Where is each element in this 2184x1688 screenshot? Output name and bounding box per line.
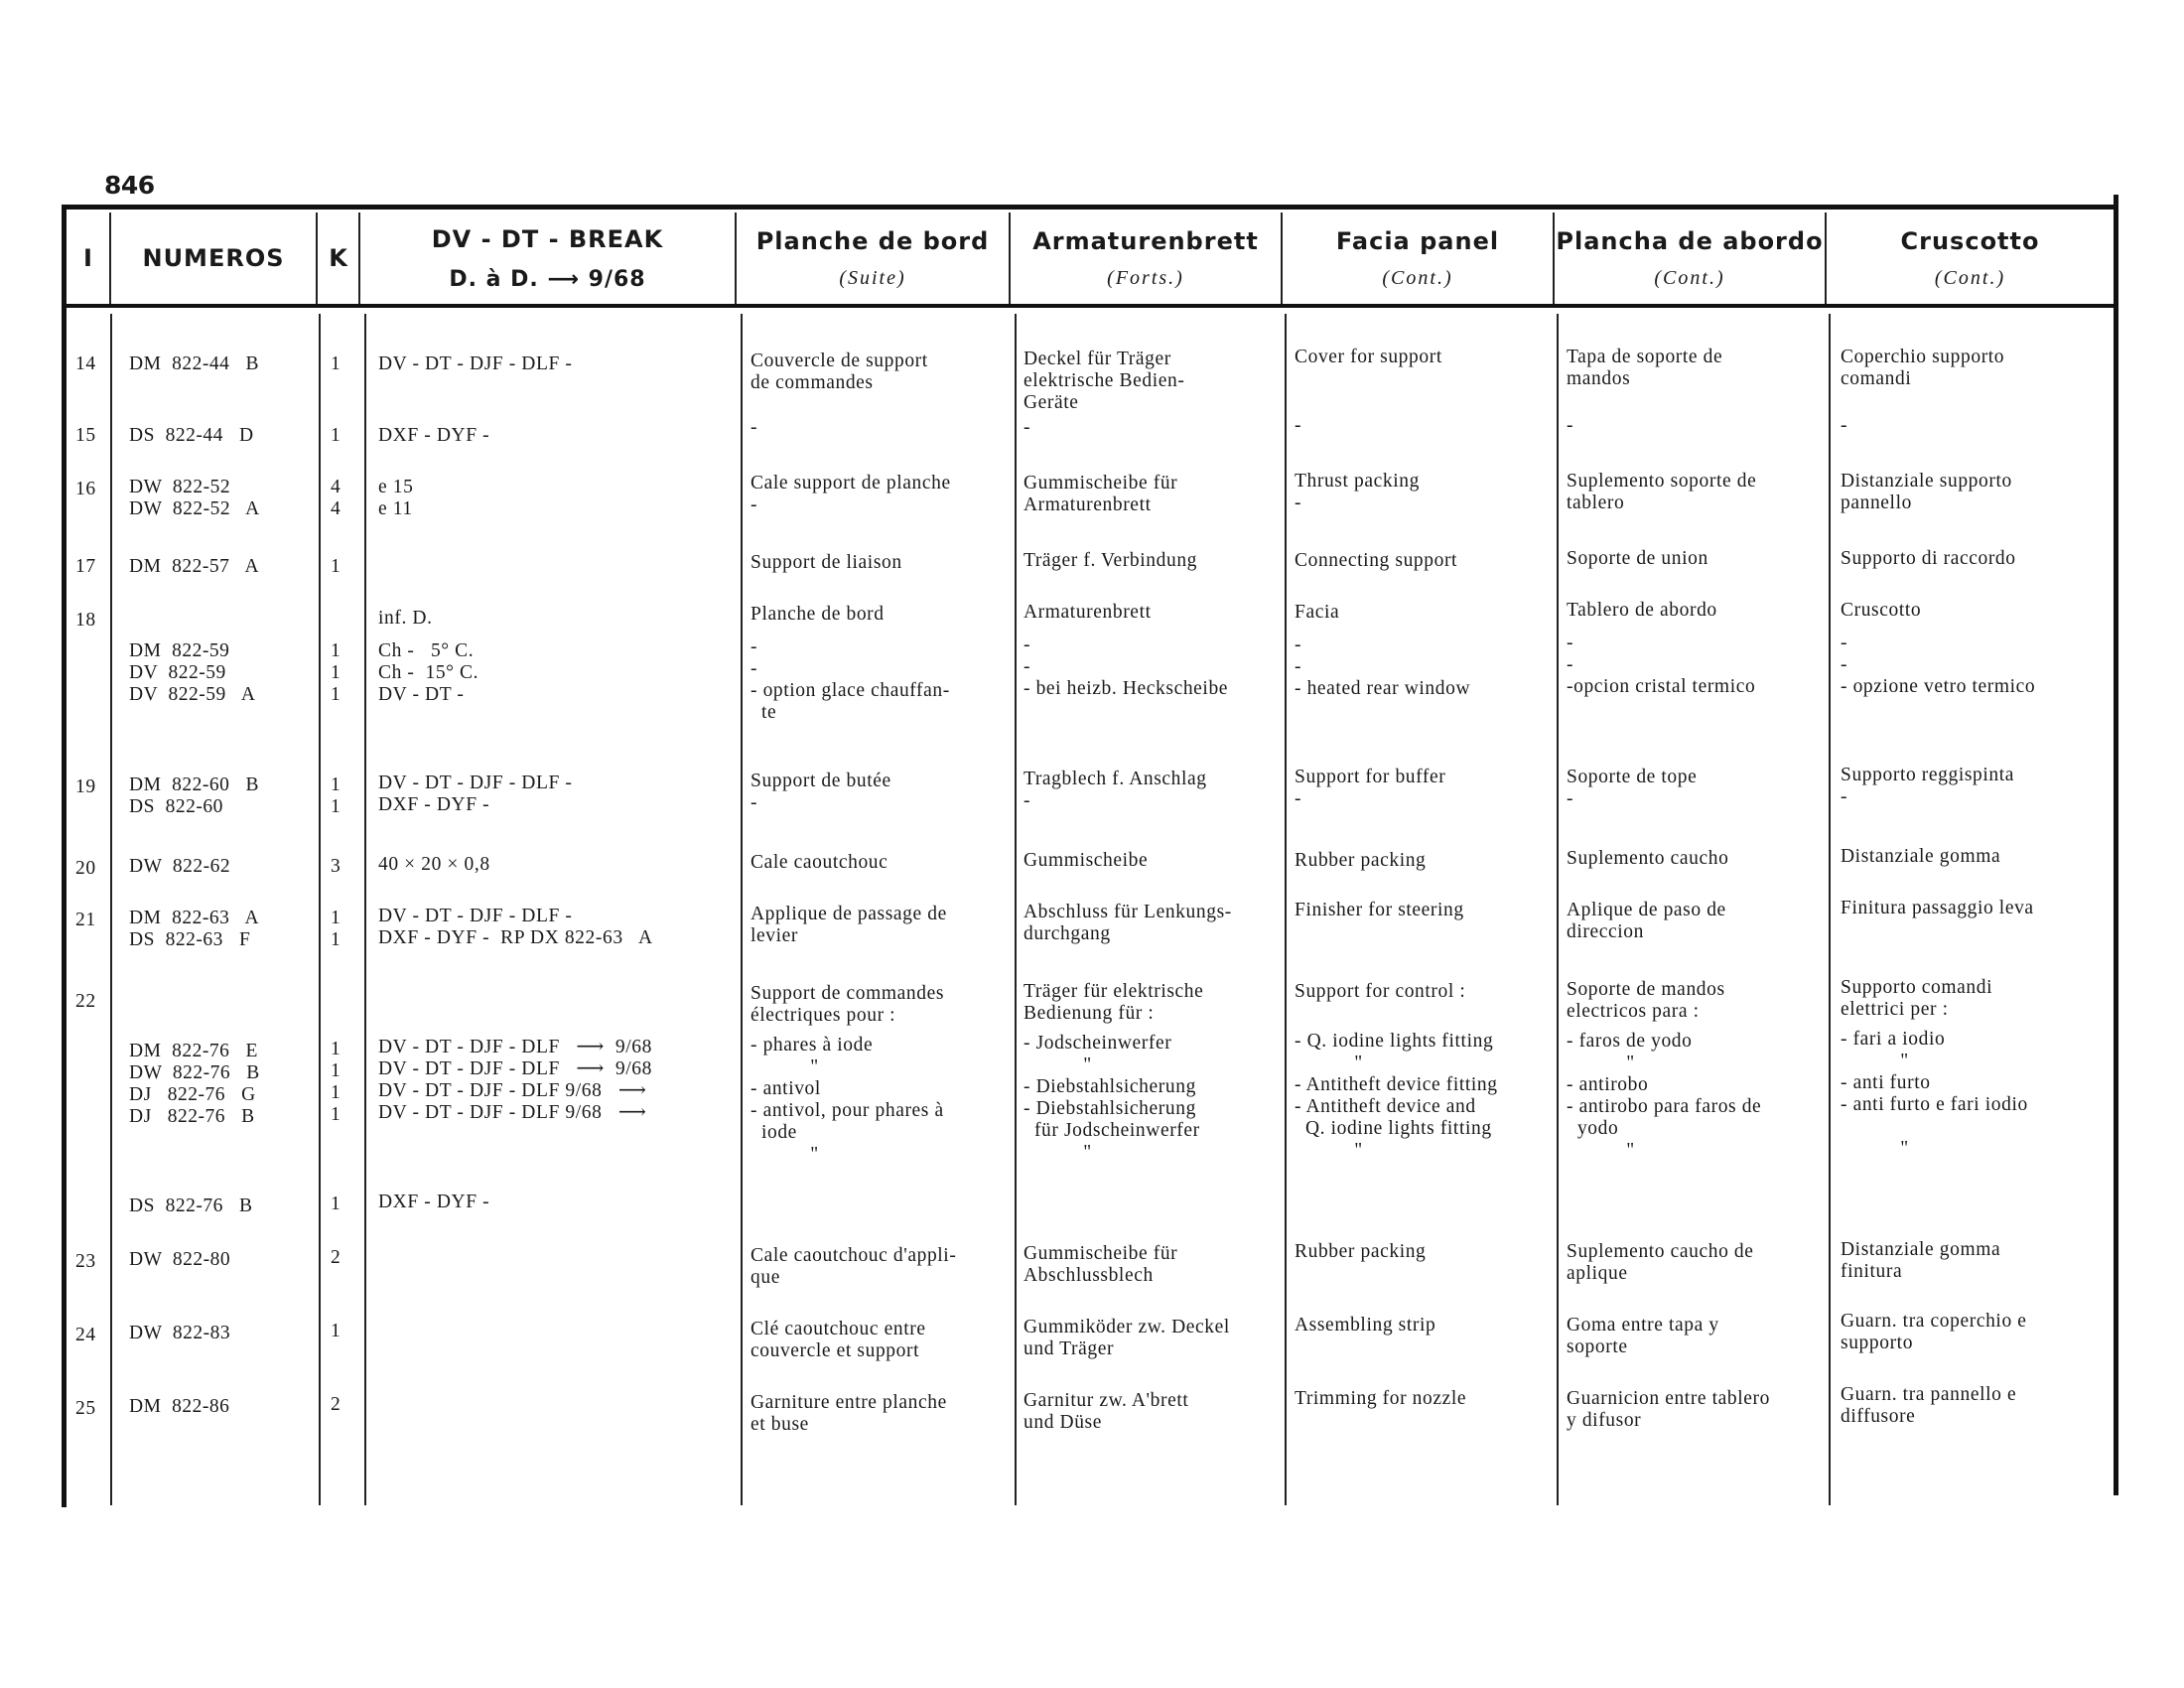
item-index-cell: 19 bbox=[75, 776, 96, 797]
french-description-cell: Support de liaison bbox=[751, 552, 902, 573]
model-applicability-cell: DXF - DYF - bbox=[378, 1192, 490, 1212]
part-number-cell: DW 822-52 DW 822-52 A bbox=[129, 477, 260, 519]
header-english bbox=[1283, 212, 1553, 304]
german-description-cell: Abschluss für Lenkungs- durchgang bbox=[1024, 902, 1232, 944]
quantity-cell: 2 bbox=[331, 1394, 341, 1415]
english-description-cell: Assembling strip bbox=[1295, 1315, 1436, 1336]
german-description-cell: Garnitur zw. A'brett und Düse bbox=[1024, 1390, 1189, 1433]
part-number-cell: DS 822-44 D bbox=[129, 425, 254, 446]
header-french-sub: (Suite) bbox=[839, 266, 906, 289]
german-description-cell: Tragblech f. Anschlag - bbox=[1024, 769, 1207, 811]
french-description-cell: Cale caoutchouc d'appli- que bbox=[751, 1245, 957, 1288]
header-german-sub: (Forts.) bbox=[1107, 266, 1184, 289]
quantity-cell: 1 1 bbox=[331, 774, 341, 817]
model-applicability-cell: inf. D. bbox=[378, 608, 433, 629]
italian-description-cell: - - - opzione vetro termico bbox=[1841, 633, 2036, 697]
german-description-cell: Armaturenbrett bbox=[1024, 602, 1152, 623]
french-description-cell: Support de butée - bbox=[751, 771, 891, 813]
part-number-cell: DM 822-44 B bbox=[129, 353, 260, 374]
english-description-cell: Connecting support bbox=[1295, 550, 1458, 571]
page-number: 846 bbox=[104, 171, 155, 200]
header-italian bbox=[1827, 212, 2114, 304]
french-description-cell: Garniture entre planche et buse bbox=[751, 1392, 947, 1435]
header-index-label: I bbox=[83, 244, 92, 272]
column-divider bbox=[1829, 314, 1831, 1505]
french-description-cell: Clé caoutchouc entre couvercle et support bbox=[751, 1319, 926, 1361]
header-german bbox=[1011, 212, 1281, 304]
header-french bbox=[737, 212, 1009, 304]
french-description-cell: Support de commandes électriques pour : bbox=[751, 983, 945, 1026]
header-index bbox=[67, 212, 109, 304]
model-applicability-cell: 40 × 20 × 0,8 bbox=[378, 854, 490, 875]
spanish-description-cell: Soporte de tope - bbox=[1567, 767, 1698, 809]
item-index-cell: 14 bbox=[75, 353, 96, 374]
english-description-cell: - Q. iodine lights fitting " - Antitheft device fitting - Antitheft device and Q. iodine lights fitting " bbox=[1295, 1031, 1498, 1161]
quantity-cell: 1 1 1 bbox=[331, 640, 341, 705]
column-divider bbox=[364, 314, 366, 1505]
spanish-description-cell: - - -opcion cristal termico bbox=[1567, 633, 1756, 697]
french-description-cell: Cale support de planche - bbox=[751, 473, 951, 515]
german-description-cell: Gummiköder zw. Deckel und Träger bbox=[1024, 1317, 1230, 1359]
model-applicability-cell: DV - DT - DJF - DLF - DXF - DYF - RP DX 822-63 A bbox=[378, 906, 653, 948]
header-italian-title: Cruscotto bbox=[1900, 226, 2040, 255]
italian-description-cell: Cruscotto bbox=[1841, 600, 1922, 621]
part-number-cell: DM 822-57 A bbox=[129, 556, 260, 577]
quantity-cell: 1 1 1 1 bbox=[331, 1039, 341, 1125]
italian-description-cell: Supporto di raccordo bbox=[1841, 548, 2016, 569]
column-divider bbox=[319, 314, 321, 1505]
quantity-cell: 1 bbox=[331, 556, 341, 577]
column-divider bbox=[110, 314, 112, 1505]
model-applicability-cell: Ch - 5° C. Ch - 15° C. DV - DT - bbox=[378, 640, 479, 705]
italian-description-cell: - bbox=[1841, 415, 1848, 436]
quantity-cell: 1 bbox=[331, 1194, 341, 1214]
italian-description-cell: Supporto reggispinta - bbox=[1841, 765, 2015, 807]
header-spanish bbox=[1555, 212, 1825, 304]
german-description-cell: Gummischeibe für Armaturenbrett bbox=[1024, 473, 1178, 515]
column-divider bbox=[1285, 314, 1287, 1505]
german-description-cell: - Jodscheinwerfer " - Diebstahlsicherung - Diebstahlsicherung für Jodscheinwerfer " bbox=[1024, 1033, 1200, 1163]
item-index-cell: 18 bbox=[75, 610, 96, 631]
spanish-description-cell: Soporte de mandos electricos para : bbox=[1567, 979, 1725, 1022]
italian-description-cell: Guarn. tra pannello e diffusore bbox=[1841, 1384, 2017, 1427]
english-description-cell: Support for control : bbox=[1295, 981, 1466, 1002]
quantity-cell: 1 bbox=[331, 353, 341, 374]
part-number-cell: DM 822-60 B DS 822-60 bbox=[129, 774, 260, 817]
table-top-border bbox=[62, 205, 2118, 210]
model-applicability-cell: DV - DT - DJF - DLF - DXF - DYF - bbox=[378, 773, 573, 815]
part-number-cell: DS 822-76 B bbox=[129, 1196, 253, 1216]
table-left-border bbox=[62, 205, 67, 1507]
english-description-cell: - - - heated rear window bbox=[1295, 634, 1471, 699]
french-description-cell: - phares à iode " - antivol - antivol, pour phares à iode " bbox=[751, 1035, 944, 1165]
column-divider bbox=[1557, 314, 1559, 1505]
spanish-description-cell: Aplique de paso de direccion bbox=[1567, 900, 1726, 942]
part-number-cell: DW 822-80 bbox=[129, 1249, 231, 1270]
table-right-border bbox=[2114, 195, 2118, 1495]
item-index-cell: 20 bbox=[75, 858, 96, 879]
part-number-cell: DM 822-63 A DS 822-63 F bbox=[129, 908, 260, 950]
model-applicability-cell: DV - DT - DJF - DLF ⟶ 9/68 DV - DT - DJF - DLF ⟶ 9/68 DV - DT - DJF - DLF 9/68 ⟶ DV - DT - DJF - DLF 9/68 ⟶ bbox=[378, 1037, 652, 1123]
french-description-cell: Applique de passage de levier bbox=[751, 904, 947, 946]
spanish-description-cell: Tapa de soporte de mandos bbox=[1567, 347, 1723, 389]
spanish-description-cell: Soporte de union bbox=[1567, 548, 1708, 569]
german-description-cell: Träger für elektrische Bedienung für : bbox=[1024, 981, 1204, 1024]
german-description-cell: - - - bei heizb. Heckscheibe bbox=[1024, 634, 1229, 699]
item-index-cell: 25 bbox=[75, 1398, 96, 1419]
part-number-cell: DM 822-76 E DW 822-76 B DJ 822-76 G DJ 822-76 B bbox=[129, 1041, 260, 1127]
header-bottom-border bbox=[62, 304, 2118, 308]
spanish-description-cell: Goma entre tapa y soporte bbox=[1567, 1315, 1719, 1357]
italian-description-cell: Coperchio supporto comandi bbox=[1841, 347, 2005, 389]
header-k bbox=[318, 212, 358, 304]
french-description-cell: Couvercle de support de commandes bbox=[751, 351, 928, 393]
model-applicability-cell: DV - DT - DJF - DLF - bbox=[378, 353, 573, 374]
spanish-description-cell: - bbox=[1567, 415, 1574, 436]
header-german-title: Armaturenbrett bbox=[1032, 226, 1259, 255]
english-description-cell: Rubber packing bbox=[1295, 1241, 1427, 1262]
french-description-cell: - bbox=[751, 417, 758, 438]
french-description-cell: Cale caoutchouc bbox=[751, 852, 888, 873]
part-number-cell: DW 822-83 bbox=[129, 1323, 231, 1343]
header-spanish-title: Plancha de abordo bbox=[1556, 226, 1824, 255]
english-description-cell: Finisher for steering bbox=[1295, 900, 1464, 920]
item-index-cell: 15 bbox=[75, 425, 96, 446]
english-description-cell: Facia bbox=[1295, 602, 1340, 623]
german-description-cell: - bbox=[1024, 417, 1031, 438]
quantity-cell: 1 bbox=[331, 425, 341, 446]
model-applicability-cell: e 15 e 11 bbox=[378, 477, 414, 519]
part-number-cell: DW 822-62 bbox=[129, 856, 231, 877]
spanish-description-cell: Suplemento caucho bbox=[1567, 848, 1729, 869]
spanish-description-cell: Suplemento caucho de aplique bbox=[1567, 1241, 1754, 1284]
part-number-cell: DM 822-86 bbox=[129, 1396, 230, 1417]
english-description-cell: - bbox=[1295, 415, 1302, 436]
column-divider bbox=[741, 314, 743, 1505]
spanish-description-cell: Guarnicion entre tablero y difusor bbox=[1567, 1388, 1770, 1431]
italian-description-cell: - fari a iodio " - anti furto - anti furto e fari iodio " bbox=[1841, 1029, 2028, 1159]
quantity-cell: 1 bbox=[331, 1321, 341, 1341]
english-description-cell: Cover for support bbox=[1295, 347, 1442, 367]
spanish-description-cell: Suplemento soporte de tablero bbox=[1567, 471, 1757, 513]
header-model bbox=[360, 212, 735, 304]
header-english-sub: (Cont.) bbox=[1382, 266, 1453, 289]
italian-description-cell: Supporto comandi elettrici per : bbox=[1841, 977, 1993, 1020]
english-description-cell: Trimming for nozzle bbox=[1295, 1388, 1467, 1409]
french-description-cell: Planche de bord bbox=[751, 604, 885, 625]
header-english-title: Facia panel bbox=[1335, 226, 1500, 255]
header-spanish-sub: (Cont.) bbox=[1654, 266, 1725, 289]
quantity-cell: 3 bbox=[331, 856, 341, 877]
german-description-cell: Gummischeibe bbox=[1024, 850, 1149, 871]
header-numeros bbox=[111, 212, 316, 304]
header-french-title: Planche de bord bbox=[755, 226, 990, 255]
german-description-cell: Träger f. Verbindung bbox=[1024, 550, 1198, 571]
quantity-cell: 1 1 bbox=[331, 908, 341, 950]
quantity-cell: 4 4 bbox=[331, 477, 341, 519]
spanish-description-cell: Tablero de abordo bbox=[1567, 600, 1717, 621]
model-applicability-cell: DXF - DYF - bbox=[378, 425, 490, 446]
column-divider bbox=[1015, 314, 1017, 1505]
italian-description-cell: Distanziale gomma bbox=[1841, 846, 2001, 867]
german-description-cell: Deckel für Träger elektrische Bedien- Geräte bbox=[1024, 349, 1185, 413]
spanish-description-cell: - faros de yodo " - antirobo - antirobo para faros de yodo " bbox=[1567, 1031, 1762, 1161]
item-index-cell: 23 bbox=[75, 1251, 96, 1272]
italian-description-cell: Distanziale gomma finitura bbox=[1841, 1239, 2001, 1282]
english-description-cell: Thrust packing - bbox=[1295, 471, 1420, 513]
italian-description-cell: Guarn. tra coperchio e supporto bbox=[1841, 1311, 2027, 1353]
quantity-cell: 2 bbox=[331, 1247, 341, 1268]
italian-description-cell: Distanziale supporto pannello bbox=[1841, 471, 2012, 513]
part-number-cell: DM 822-59 DV 822-59 DV 822-59 A bbox=[129, 640, 256, 705]
header-numeros-label: NUMEROS bbox=[142, 244, 285, 272]
item-index-cell: 24 bbox=[75, 1325, 96, 1345]
english-description-cell: Rubber packing bbox=[1295, 850, 1427, 871]
item-index-cell: 17 bbox=[75, 556, 96, 577]
english-description-cell: Support for buffer - bbox=[1295, 767, 1446, 809]
header-model-line2: D. à D. ⟶ 9/68 bbox=[449, 266, 646, 292]
item-index-cell: 21 bbox=[75, 910, 96, 930]
item-index-cell: 16 bbox=[75, 479, 96, 499]
item-index-cell: 22 bbox=[75, 991, 96, 1012]
italian-description-cell: Finitura passaggio leva bbox=[1841, 898, 2034, 918]
german-description-cell: Gummischeibe für Abschlussblech bbox=[1024, 1243, 1178, 1286]
french-description-cell: - - - option glace chauffan- te bbox=[751, 636, 950, 723]
header-k-label: K bbox=[329, 244, 347, 272]
header-model-line1: DV - DT - BREAK bbox=[431, 224, 664, 253]
header-italian-sub: (Cont.) bbox=[1934, 266, 2006, 289]
